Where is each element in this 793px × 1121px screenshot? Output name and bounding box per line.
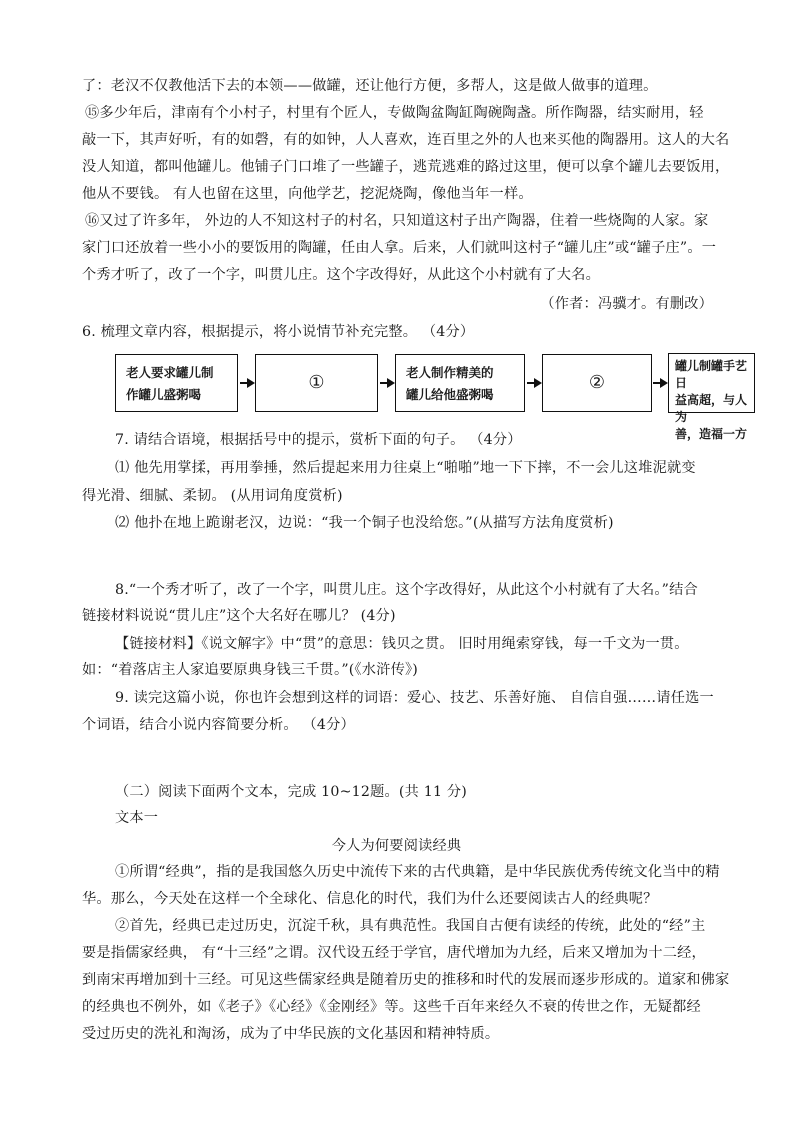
flow-box-3 — [395, 354, 525, 412]
article-paragraph-2: 要是指儒家经典， 有“十三经”之谓。汉代设五经于学官，唐代增加为九经，后来又增加为十二经， — [82, 945, 706, 961]
section-heading: （二）阅读下面两个文本，完成 10~12题。(共 11 分) — [115, 784, 468, 800]
question-7: 7. 请结合语境，根据括号中的提示，赏析下面的句子。 （4分） — [115, 432, 522, 448]
flow-box-text: 作罐儿盛粥喝 — [126, 387, 202, 402]
article-paragraph-2: 受过历史的洗礼和淘汤，成为了中华民族的文化基因和精神特质。 — [82, 1026, 500, 1042]
question-6: 6. 梳理文章内容，根据提示，将小说情节补充完整。 （4分） — [82, 324, 475, 340]
flow-box-text: 罐儿制罐手艺日 — [675, 359, 748, 390]
story-paragraph-16: 家门口还放着一些小小的要饭用的陶罐，任由人拿。后来，人们就叫这村子“罐儿庄”或“罐子庄”。一 — [82, 240, 717, 256]
link-material: 【链接材料】《说文解字》中“贯”的意思：钱贝之贯。 旧时用绳索穿钱，每一千文为一贯。 — [115, 636, 689, 652]
flow-arrow — [653, 382, 666, 384]
story-paragraph-16: 个秀才听了，改了一个字，叫贯儿庄。这个字改得好，从此这个小村就有了大名。 — [82, 267, 600, 283]
question-7-item-1: ⑴ 他先用掌揉，再用拳捶，然后提起来用力往桌上“啪啪”地一下下摔，不一会儿这堆泥就变 — [115, 460, 696, 476]
flow-box-1 — [115, 354, 238, 412]
article-paragraph-1: 华。那么，今天处在这样一个全球化、信息化的时代，我们为什么还要阅读古人的经典呢？ — [82, 891, 658, 907]
story-paragraph-15: 他从不要钱。 有人也留在这里，向他学艺，挖泥烧陶，像他当年一样。 — [82, 186, 533, 202]
question-9: 9. 读完这篇小说，你也许会想到这样的词语：爱心、技艺、乐善好施、 自信自强……请任选一 — [115, 690, 714, 706]
question-9: 个词语，结合小说内容简要分析。 （4分） — [82, 717, 355, 733]
story-paragraph-15: 没人知道，都叫他罐儿。他铺子门口堆了一些罐子，逃荒逃难的路过这里，便可以拿个罐儿去要饭用， — [82, 159, 730, 175]
flow-arrow — [527, 382, 540, 384]
article-paragraph-2: ②首先，经典已走过历史，沉淀千秋，具有典范性。我国自古便有读经的传统，此处的“经”主 — [115, 918, 706, 934]
flow-box-text: 益高超，与人为 — [675, 393, 748, 424]
question-8: 链接材料说说“贯儿庄”这个大名好在哪儿？ (4分) — [82, 608, 396, 624]
flow-box-text: 善，造福一方 — [675, 427, 748, 441]
article-paragraph-2: 到南宋再增加到十三经。可见这些儒家经典是随着历史的推移和时代的发展而逐步形成的。道家和佛家 — [82, 972, 730, 988]
article-paragraph-1: ①所谓“经典”，指的是我国悠久历史中流传下来的古代典籍，是中华民族优秀传统文化当中的精 — [115, 864, 720, 880]
flow-box-text: 老人要求罐儿制 — [126, 365, 214, 380]
flow-box-4: ② — [542, 354, 652, 412]
flow-box-text: 老人制作精美的 — [406, 365, 494, 380]
question-8: 8.“一个秀才听了，改了一个字，叫贯儿庄。这个字改得好，从此这个小村就有了大名。”结合 — [115, 582, 698, 598]
author-note: （作者：冯骥才。有删改） — [540, 296, 713, 312]
story-paragraph-15: 敲一下，其声好听，有的如磬，有的如钟，人人喜欢，连百里之外的人也来买他的陶器用。这人的大名 — [82, 132, 730, 148]
flow-arrow — [240, 382, 253, 384]
flow-arrow — [380, 382, 393, 384]
question-7-item-1: 得光滑、细腻、柔韧。 (从用词角度赏析) — [82, 488, 343, 504]
article-title: 今人为何要阅读经典 — [331, 838, 462, 854]
story-line: 了：老汉不仅教他活下去的本领——做罐，还让他行方便，多帮人，这是做人做事的道理。 — [82, 78, 658, 94]
text-one-label: 文本一 — [115, 810, 159, 826]
flow-box-2: ① — [255, 354, 378, 412]
story-paragraph-16: ⑯又过了许多年， 外边的人不知这村子的村名，只知道这村子出产陶器，住着一些烧陶的人家。家 — [85, 213, 709, 229]
story-paragraph-15: ⑮多少年后，津南有个小村子，村里有个匠人，专做陶盆陶缸陶碗陶盏。所作陶器，结实耐用，轻 — [85, 105, 704, 121]
flow-box-5 — [668, 353, 755, 441]
article-paragraph-2: 的经典也不例外，如《老子》《心经》《金刚经》等。这些千百年来经久不衰的传世之作，无疑都经 — [82, 999, 701, 1015]
question-7-item-2: ⑵ 他扑在地上跪谢老汉，边说：“我一个铜子也没给您。”(从描写方法角度赏析) — [115, 515, 614, 531]
flow-box-text: 罐儿给他盛粥喝 — [406, 387, 494, 402]
link-material: 如：“着落店主人家追要原典身钱三千贯。”(《水浒传》) — [82, 662, 418, 678]
